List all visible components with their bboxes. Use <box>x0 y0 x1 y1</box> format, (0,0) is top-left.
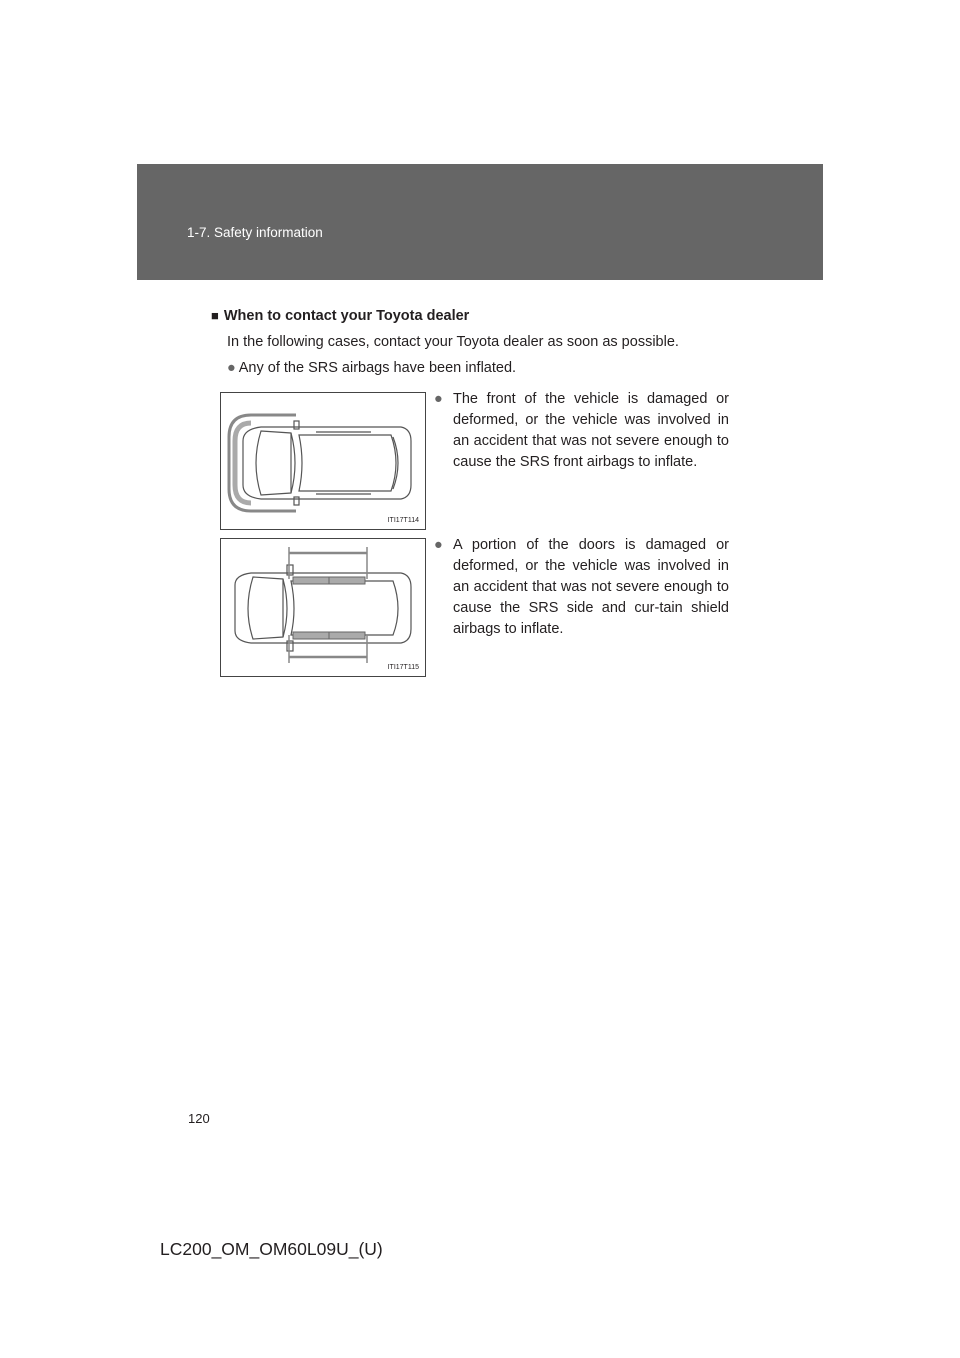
bullet-text: Any of the SRS airbags have been inflated. <box>238 360 517 376</box>
figure-id: ITI17T114 <box>387 517 419 524</box>
heading-marker: ■ <box>211 308 219 323</box>
section-title: 1-7. Safety information <box>187 225 323 240</box>
bullet-item <box>434 535 729 640</box>
figure-id: ITI17T115 <box>387 664 419 671</box>
bullet-dot-icon: ● <box>434 537 443 553</box>
car-top-view-side-icon <box>221 539 425 676</box>
section-header-bar <box>137 164 823 280</box>
bullet-text: The front of the vehicle is damaged or deformed, or the vehicle was involved in an accident that was not severe enough to cause the SRS front airbags to inflate. <box>453 391 729 470</box>
bullet-item <box>434 389 729 473</box>
heading-text: When to contact your Toyota dealer <box>223 308 470 324</box>
vehicle-front-damage-figure <box>220 392 426 530</box>
bullet-item <box>227 360 516 376</box>
page-number: 120 <box>188 1111 210 1126</box>
bullet-dot-icon: ● <box>434 391 443 407</box>
document-code: LC200_OM_OM60L09U_(U) <box>160 1239 383 1259</box>
vehicle-side-damage-figure <box>220 538 426 677</box>
bullet-dot-icon: ● <box>227 360 236 376</box>
intro-paragraph: In the following cases, contact your Toyota dealer as soon as possible. <box>227 334 679 350</box>
bullet-text: A portion of the doors is damaged or deformed, or the vehicle was involved in an accident that was not severe enough to cause the SRS side and cur-tain shield airbags to inflate. <box>453 537 729 637</box>
subsection-heading <box>211 308 469 324</box>
car-top-view-front-icon <box>221 393 425 529</box>
